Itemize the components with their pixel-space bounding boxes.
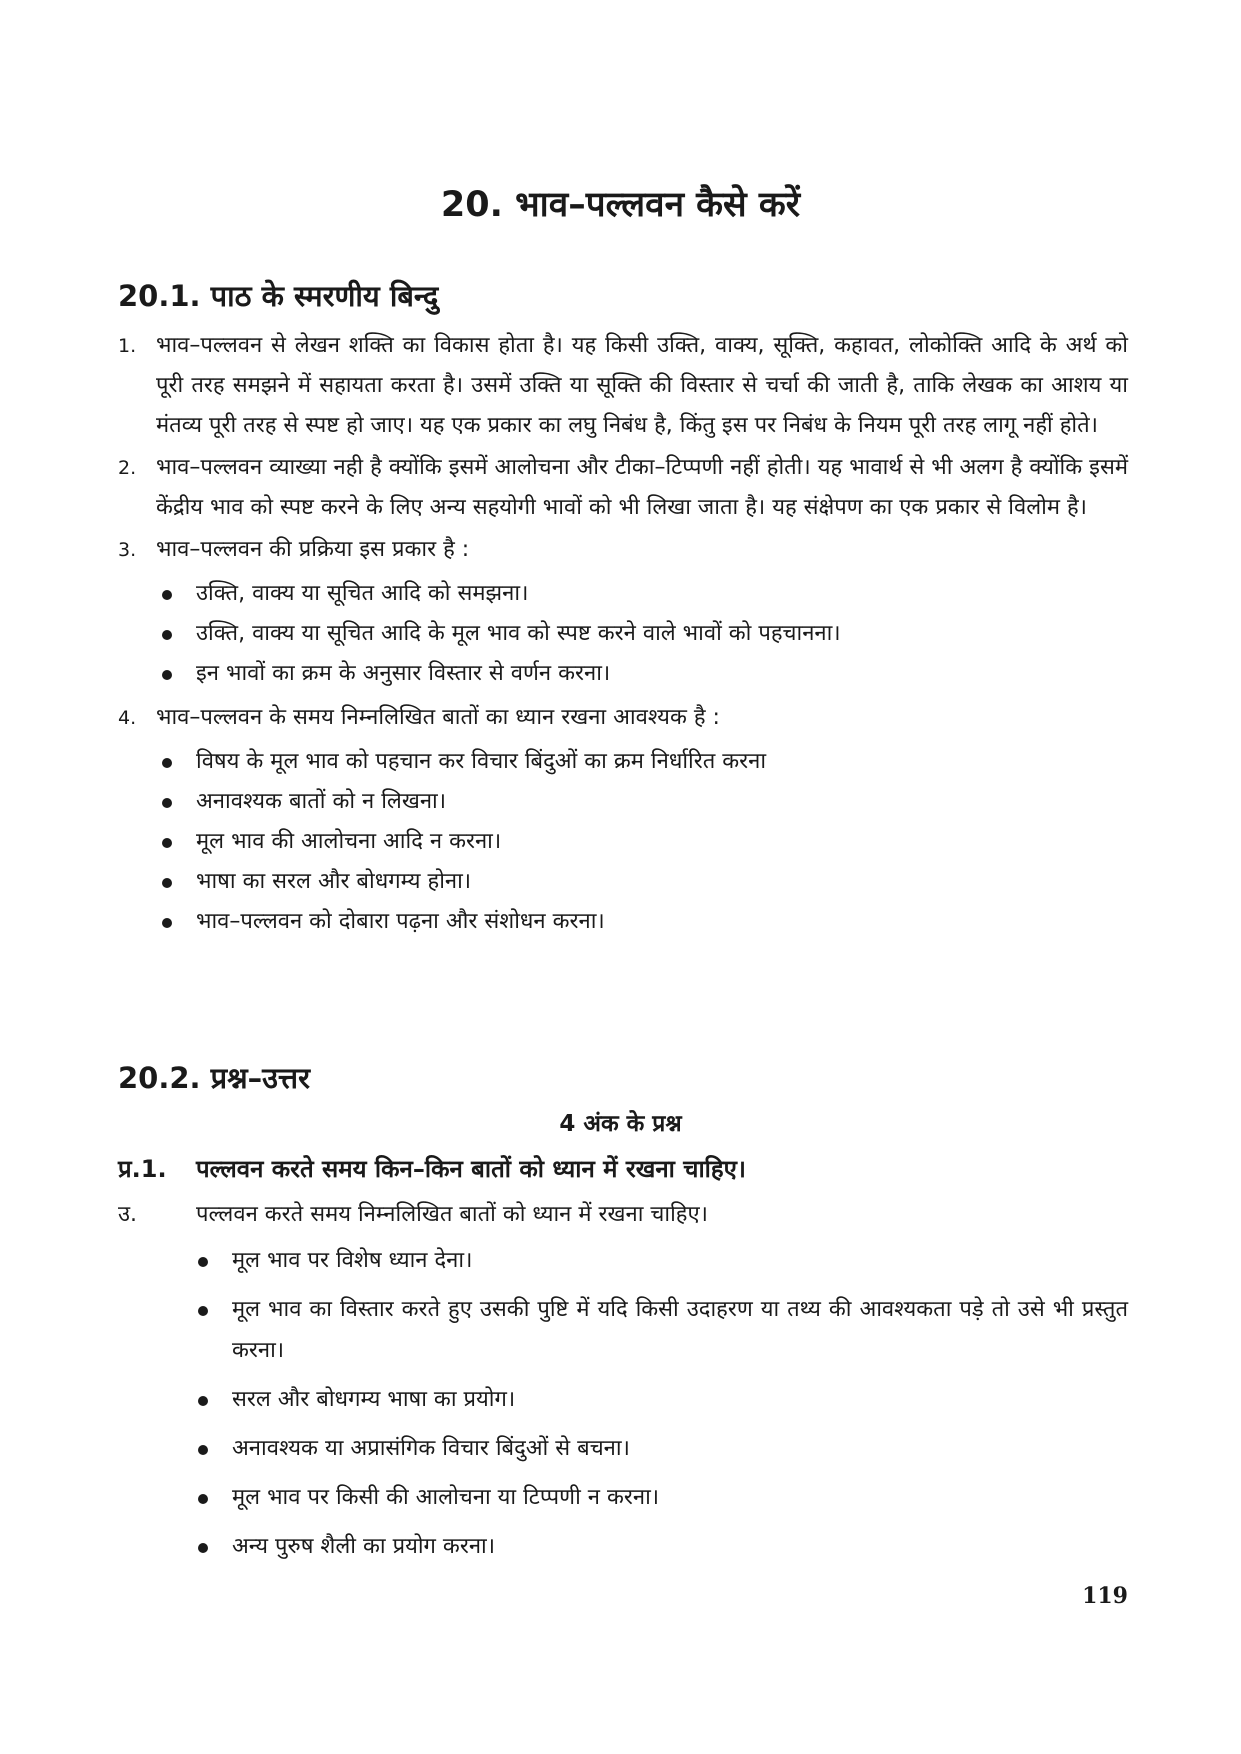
point-number: 1. [118,335,137,357]
list-item: भाषा का सरल और बोधगम्य होना। [160,862,1128,902]
question-label: प्र.1. [118,1155,167,1183]
list-item: इन भावों का क्रम के अनुसार विस्तार से वर्णन करना। [160,654,1128,694]
point-text: भाव–पल्लवन व्याख्या नही है क्योंकि इसमें आलोचना और टीका–टिप्पणी नहीं होती। यह भावार्थ से भी अलग है क्योंकि इसमें केंद्रीय भाव को स्पष्ट करने के लिए अन्य सहयोगी भावों को भी लिखा जाता है। यह संक्षेपण का एक प्रकार से विलोम है। [156,455,1128,520]
list-item: उक्ति, वाक्य या सूचित आदि को समझना। [160,574,1128,614]
chapter-title: 20. भाव–पल्लवन कैसे करें [440,185,801,225]
question-text: पल्लवन करते समय किन–किन बातों को ध्यान में रखना चाहिए। [196,1155,747,1183]
answer-label: उ. [118,1202,138,1227]
section-heading-key-points: 20.1. पाठ के स्मरणीय बिन्दु [118,279,439,313]
point-text: भाव–पल्लवन के समय निम्नलिखित बातों का ध्यान रखना आवश्यक है : [156,705,720,730]
key-point-3 [118,530,1128,570]
list-item: अनावश्यक या अप्रासंगिक विचार बिंदुओं से बचना। [196,1428,1128,1469]
process-steps-list [118,574,1128,694]
page-number: 119 [1082,1583,1128,1609]
list-item: अनावश्यक बातों को न लिखना। [160,782,1128,822]
point-number: 3. [118,539,137,561]
key-point-1 [118,326,1128,446]
key-points-list [118,326,1128,946]
list-item: अन्य पुरुष शैली का प्रयोग करना। [196,1526,1128,1567]
list-item: मूल भाव पर विशेष ध्यान देना। [196,1240,1128,1281]
list-item: मूल भाव पर किसी की आलोचना या टिप्पणी न करना। [196,1477,1128,1518]
key-point-2 [118,448,1128,528]
section-heading-questions: 20.2. प्रश्न–उत्तर [118,1061,310,1095]
point-number: 2. [118,457,137,479]
point-text: भाव–पल्लवन की प्रक्रिया इस प्रकार है : [156,537,470,562]
answer-bullets-list [196,1240,1128,1575]
considerations-list [118,742,1128,942]
list-item: विषय के मूल भाव को पहचान कर विचार बिंदुओं का क्रम निर्धारित करना [160,742,1128,782]
list-item: सरल और बोधगम्य भाषा का प्रयोग। [196,1379,1128,1420]
point-number: 4. [118,707,137,729]
point-text: भाव–पल्लवन से लेखन शक्ति का विकास होता है। यह किसी उक्ति, वाक्य, सूक्ति, कहावत, लोकोक्ति आदि के अर्थ को पूरी तरह समझने में सहायता करता है। उसमें उक्ति या सूक्ति की विस्तार से चर्चा की जाती है, ताकि लेखक का आशय या मंतव्य पूरी तरह से स्पष्ट हो जाए। यह एक प्रकार का लघु निबंध है, किंतु इस पर निबंध के नियम पूरी तरह लागू नहीं होते। [156,333,1128,438]
answer-intro: पल्लवन करते समय निम्नलिखित बातों को ध्यान में रखना चाहिए। [196,1202,708,1227]
list-item: भाव–पल्लवन को दोबारा पढ़ना और संशोधन करना। [160,902,1128,942]
marks-heading: 4 अंक के प्रश्न [559,1111,682,1137]
list-item: उक्ति, वाक्य या सूचित आदि के मूल भाव को स्पष्ट करने वाले भावों को पहचानना। [160,614,1128,654]
key-point-4 [118,698,1128,738]
list-item: मूल भाव का विस्तार करते हुए उसकी पुष्टि में यदि किसी उदाहरण या तथ्य की आवश्यकता पड़े तो उसे भी प्रस्तुत करना। [196,1289,1128,1371]
list-item: मूल भाव की आलोचना आदि न करना। [160,822,1128,862]
